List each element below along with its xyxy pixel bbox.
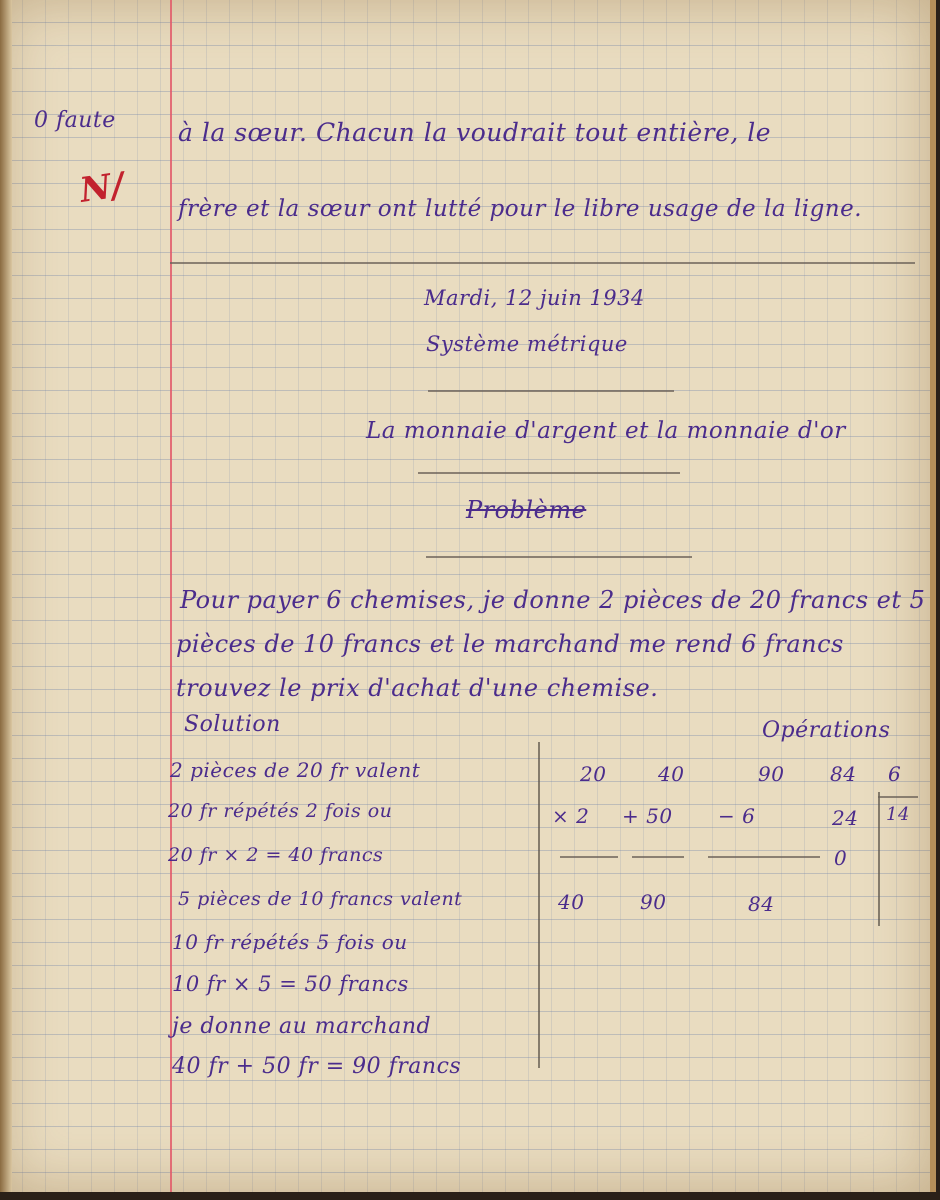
section-divider xyxy=(170,262,915,264)
op-line-3 xyxy=(708,856,820,858)
op-result-40: 40 xyxy=(558,890,585,914)
solution-line-3: 20 fr × 2 = 40 francs xyxy=(168,844,384,866)
op-result-90: 90 xyxy=(640,890,667,914)
op-minus-6: − 6 xyxy=(718,804,756,828)
solution-line-7: je donne au marchand xyxy=(172,1014,432,1039)
op-90: 90 xyxy=(758,762,785,786)
problem-line-1: Pour payer 6 chemises, je donne 2 pièces de 20 francs et 5 xyxy=(180,586,926,614)
division-bar xyxy=(878,792,880,926)
operations-divider xyxy=(538,742,540,1068)
op-20: 20 xyxy=(580,762,607,786)
solution-line-4: 5 pièces de 10 francs valent xyxy=(178,888,463,910)
op-plus-50: + 50 xyxy=(622,804,673,828)
op-6: 6 xyxy=(888,762,902,786)
text-line-1: à la sœur. Chacun la voudrait tout entière, le xyxy=(178,118,772,147)
heading-underline-1 xyxy=(428,390,674,392)
lesson-title: La monnaie d'argent et la monnaie d'or xyxy=(366,418,846,444)
division-bar-top xyxy=(878,796,918,798)
problem-line-2: pièces de 10 francs et le marchand me rend 6 francs xyxy=(176,630,844,658)
date-heading: Mardi, 12 juin 1934 xyxy=(424,286,645,310)
solution-line-2: 20 fr répétés 2 fois ou xyxy=(168,800,393,822)
op-24: 24 xyxy=(832,806,859,830)
margin-note-faute: 0 faute xyxy=(34,108,116,133)
text-line-2: frère et la sœur ont lutté pour le libre usage de la ligne. xyxy=(178,196,863,222)
op-0: 0 xyxy=(834,846,848,870)
op-times-2: × 2 xyxy=(552,804,590,828)
op-line-1 xyxy=(560,856,618,858)
operations-label: Opérations xyxy=(762,718,891,743)
solution-line-5: 10 fr répétés 5 fois ou xyxy=(172,930,408,954)
op-84: 84 xyxy=(830,762,857,786)
op-result-84: 84 xyxy=(748,892,775,916)
op-line-2 xyxy=(632,856,684,858)
margin-grade: N/ xyxy=(77,165,128,211)
solution-label: Solution xyxy=(184,712,281,737)
subject-heading: Système métrique xyxy=(426,332,628,356)
problem-line-3: trouvez le prix d'achat d'une chemise. xyxy=(176,674,659,702)
solution-line-1: 2 pièces de 20 fr valent xyxy=(170,758,421,782)
solution-line-6: 10 fr × 5 = 50 francs xyxy=(172,972,409,996)
heading-underline-2 xyxy=(418,472,680,474)
op-40: 40 xyxy=(658,762,685,786)
solution-line-8: 40 fr + 50 fr = 90 francs xyxy=(172,1054,462,1079)
problem-label: Problème xyxy=(466,496,587,524)
page-binding-edge xyxy=(0,0,12,1192)
op-14: 14 xyxy=(886,804,910,825)
heading-underline-3 xyxy=(426,556,692,558)
